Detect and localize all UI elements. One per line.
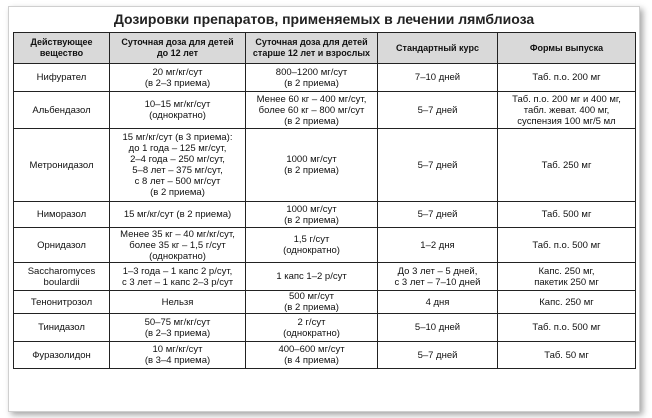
- cell-course: 5–7 дней: [378, 92, 498, 129]
- cell-child-dose: 15 мг/кг/сут (в 2 приема): [110, 202, 246, 228]
- cell-substance: Ниморазол: [14, 202, 110, 228]
- cell-forms: Таб. п.о. 200 мг и 400 мг, табл. жеват. 400 мг, суспензия 100 мг/5 мл: [498, 92, 636, 129]
- cell-substance: Saccharomyces boulardii: [14, 263, 110, 291]
- document-sheet: [8, 6, 640, 412]
- cell-course: 5–7 дней: [378, 202, 498, 228]
- cell-adult-dose: Менее 60 кг – 400 мг/сут, более 60 кг – 800 мг/сут (в 2 приема): [246, 92, 378, 129]
- cell-course: 5–7 дней: [378, 342, 498, 369]
- header-adult-dose: Суточная доза для детей старше 12 лет и взрослых: [246, 33, 378, 64]
- cell-adult-dose: 1000 мг/сут (в 2 приема): [246, 129, 378, 202]
- table-row: [14, 314, 636, 342]
- cell-child-dose: 50–75 мг/кг/сут (в 2–3 приема): [110, 314, 246, 342]
- cell-adult-dose: 400–600 мг/сут (в 4 приема): [246, 342, 378, 369]
- cell-substance: Нифурател: [14, 64, 110, 92]
- table-row: [14, 291, 636, 314]
- cell-adult-dose: 500 мг/сут (в 2 приема): [246, 291, 378, 314]
- cell-child-dose: 15 мг/кг/сут (в 3 приема): до 1 года – 125 мг/сут, 2–4 года – 250 мг/сут, 5–8 лет – 375 мг/сут, с 8 лет – 500 мг/сут (в 2 приема): [110, 129, 246, 202]
- cell-forms: Таб. 50 мг: [498, 342, 636, 369]
- cell-adult-dose: 1 капс 1–2 р/сут: [246, 263, 378, 291]
- cell-adult-dose: 1,5 г/сут (однократно): [246, 228, 378, 263]
- cell-adult-dose: 1000 мг/сут (в 2 приема): [246, 202, 378, 228]
- header-forms: Формы выпуска: [498, 33, 636, 64]
- cell-course: 5–7 дней: [378, 129, 498, 202]
- cell-child-dose: 10 мг/кг/сут (в 3–4 приема): [110, 342, 246, 369]
- cell-substance: Метронидазол: [14, 129, 110, 202]
- cell-forms: Капс. 250 мг: [498, 291, 636, 314]
- cell-substance: Альбендазол: [14, 92, 110, 129]
- cell-forms: Таб. п.о. 500 мг: [498, 228, 636, 263]
- header-child-dose: Суточная доза для детей до 12 лет: [110, 33, 246, 64]
- table-row: [14, 202, 636, 228]
- cell-course: 7–10 дней: [378, 64, 498, 92]
- dosage-table: [13, 32, 636, 369]
- cell-forms: Таб. п.о. 200 мг: [498, 64, 636, 92]
- header-course: Стандартный курс: [378, 33, 498, 64]
- table-row: [14, 228, 636, 263]
- cell-substance: Орнидазол: [14, 228, 110, 263]
- table-row: [14, 92, 636, 129]
- cell-course: 5–10 дней: [378, 314, 498, 342]
- cell-course: 1–2 дня: [378, 228, 498, 263]
- cell-forms: Таб. 250 мг: [498, 129, 636, 202]
- table-row: [14, 129, 636, 202]
- table-row: [14, 263, 636, 291]
- header-substance: Действующее вещество: [14, 33, 110, 64]
- cell-forms: Таб. п.о. 500 мг: [498, 314, 636, 342]
- cell-substance: Тенонитрозол: [14, 291, 110, 314]
- cell-substance: Тинидазол: [14, 314, 110, 342]
- table-title: Дозировки препаратов, применяемых в лечении лямблиоза: [113, 11, 535, 27]
- cell-adult-dose: 2 г/сут (однократно): [246, 314, 378, 342]
- cell-child-dose: Нельзя: [110, 291, 246, 314]
- cell-course: До 3 лет – 5 дней, с 3 лет – 7–10 дней: [378, 263, 498, 291]
- cell-forms: Капс. 250 мг, пакетик 250 мг: [498, 263, 636, 291]
- table-row: [14, 64, 636, 92]
- cell-forms: Таб. 500 мг: [498, 202, 636, 228]
- cell-child-dose: 10–15 мг/кг/сут (однократно): [110, 92, 246, 129]
- cell-child-dose: Менее 35 кг – 40 мг/кг/сут, более 35 кг – 1,5 г/сут (однократно): [110, 228, 246, 263]
- cell-child-dose: 20 мг/кг/сут (в 2–3 приема): [110, 64, 246, 92]
- table-row: [14, 342, 636, 369]
- table-header-row: [14, 33, 636, 64]
- cell-course: 4 дня: [378, 291, 498, 314]
- cell-child-dose: 1–3 года – 1 капс 2 р/сут, с 3 лет – 1 капс 2–3 р/сут: [110, 263, 246, 291]
- cell-substance: Фуразолидон: [14, 342, 110, 369]
- cell-adult-dose: 800–1200 мг/сут (в 2 приема): [246, 64, 378, 92]
